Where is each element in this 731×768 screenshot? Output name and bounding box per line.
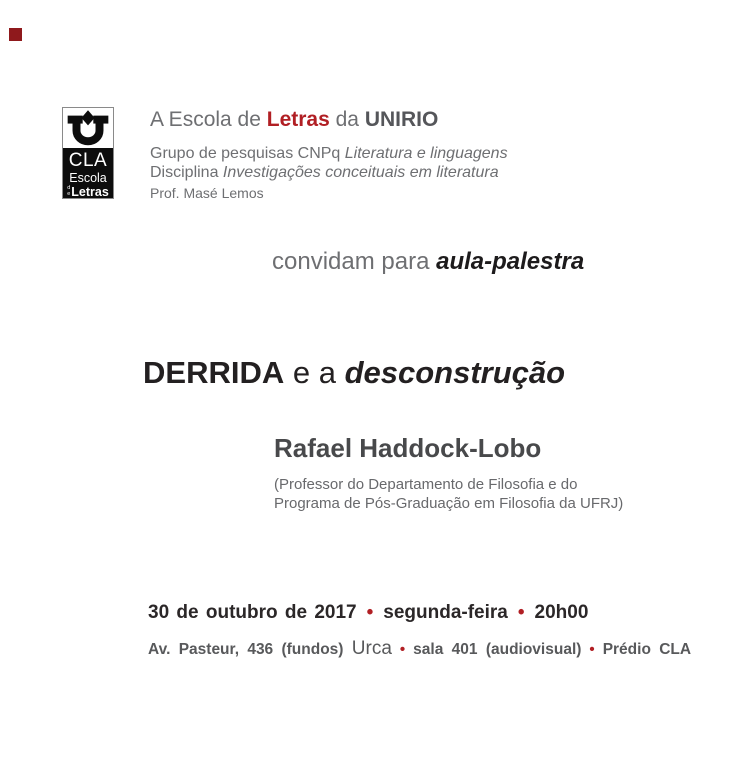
research-group-line (150, 144, 570, 163)
bullet-separator-icon: • (517, 602, 525, 623)
cla-escola-letras-logo (62, 107, 114, 199)
logo-school-label: Escola (69, 171, 107, 185)
speaker-affiliation-line2: Programa de Pós-Graduação em Filosofia da UFRJ) (274, 494, 624, 512)
invitation-pre: convidam para (272, 248, 437, 275)
event-date-line (148, 602, 588, 624)
address-building: Prédio CLA (602, 641, 692, 658)
event-weekday: segunda-feira (383, 602, 508, 623)
professor-line: Prof. Masé Lemos (150, 185, 264, 201)
speaker-affiliation (274, 476, 623, 513)
corner-mark (9, 28, 22, 41)
research-group-label: Grupo de pesquisas CNPq (150, 145, 345, 162)
header-block (150, 107, 570, 202)
talk-title-italic: desconstrução (344, 355, 566, 390)
address-neighborhood: Urca (351, 638, 392, 659)
bullet-separator-icon: • (399, 641, 406, 658)
talk-title-mid: e a (284, 355, 345, 390)
header-subtitle-lines (150, 144, 570, 182)
logo-text-area (63, 148, 113, 198)
header-title-pre: A Escola de (150, 108, 267, 131)
event-time: 20h00 (534, 602, 589, 623)
bullet-separator-icon: • (366, 602, 374, 623)
invitation-line (272, 248, 584, 276)
unirio-symbol-area (63, 108, 113, 148)
event-address-line (148, 638, 691, 660)
discipline-name: Investigações conceituais em literatura (222, 164, 499, 181)
event-date: 30 de outubro de 2017 (148, 602, 357, 623)
header-title-letras: Letras (266, 108, 330, 131)
discipline-label: Disciplina (150, 164, 223, 181)
logo-letters-label (63, 186, 113, 199)
bullet-separator-icon: • (589, 641, 595, 658)
logo-acronym: CLA (68, 150, 108, 171)
discipline-line (150, 163, 570, 182)
address-room: sala 401 (audiovisual) (413, 641, 582, 658)
invitation-type: aula-palestra (436, 248, 585, 275)
header-title-org: UNIRIO (364, 108, 439, 131)
unirio-mark-icon (65, 110, 111, 146)
talk-title (143, 355, 565, 391)
talk-title-main: DERRIDA (143, 355, 285, 390)
speaker-affiliation-line1: (Professor do Departamento de Filosofia e do (274, 476, 578, 493)
logo-de-small: d e (67, 185, 71, 197)
header-title (150, 107, 570, 132)
research-group-name: Literatura e linguagens (344, 145, 508, 162)
address-street: Av. Pasteur, 436 (fundos) (148, 641, 352, 658)
speaker-name: Rafael Haddock-Lobo (274, 433, 542, 463)
header-title-mid: da (329, 108, 365, 131)
logo-letters-word: Letras (71, 184, 109, 199)
